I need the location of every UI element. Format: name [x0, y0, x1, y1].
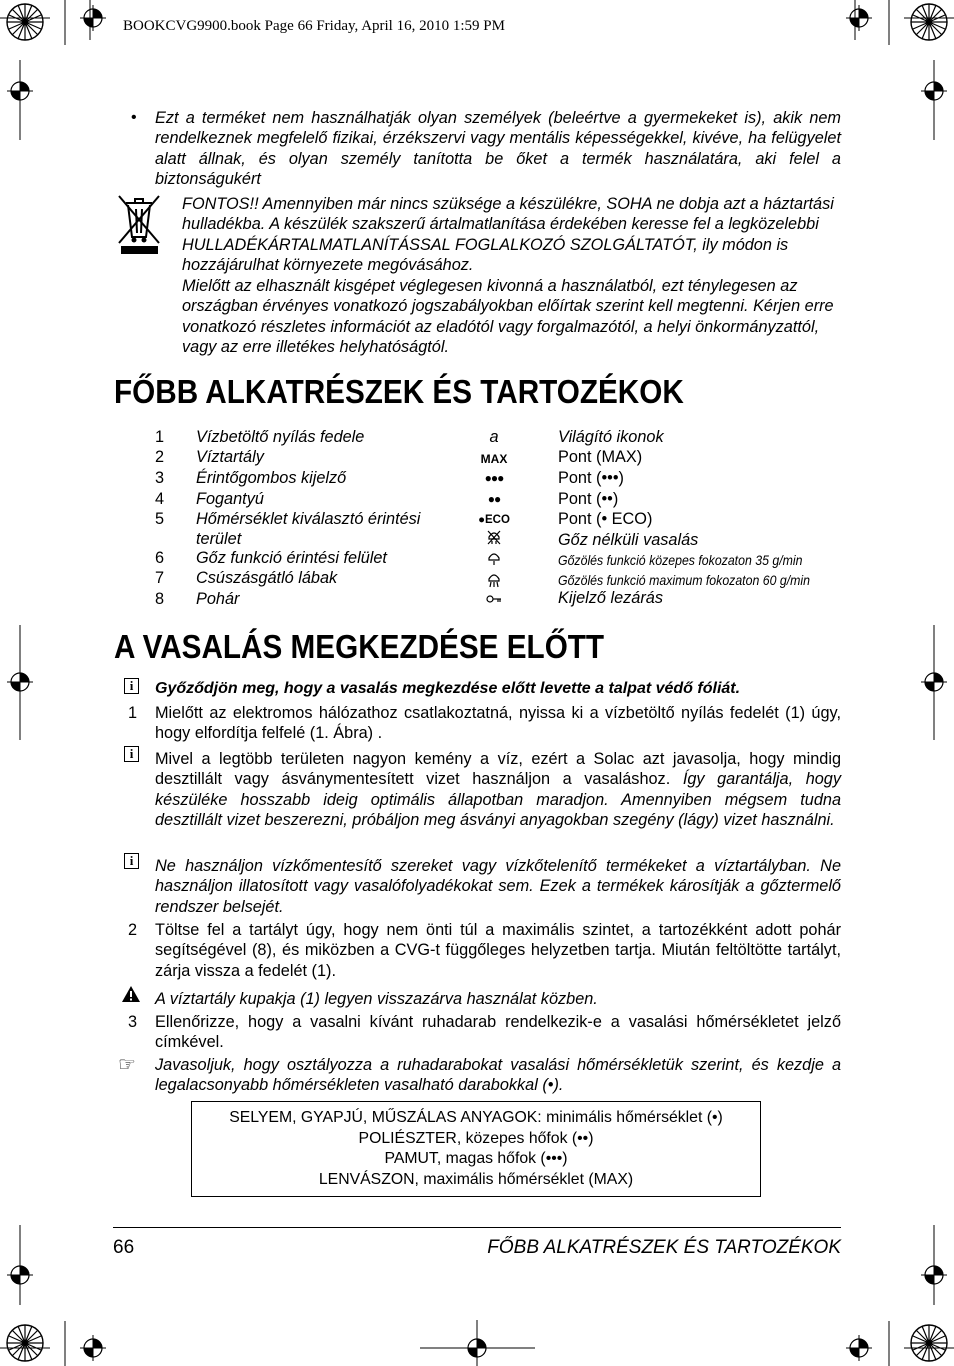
part-label: Csúszásgátló lábak: [196, 569, 338, 587]
legend-label: Kijelző lezárás: [558, 589, 663, 607]
part-label: Víztartály: [196, 448, 264, 466]
info-icon: i: [124, 746, 139, 762]
two-dots-icon: ●●: [487, 492, 501, 506]
legend-label: Pont (•••): [558, 469, 624, 487]
page-number: 66: [113, 1237, 135, 1258]
safety-text: Ezt a terméket nem használhatják olyan személyek (beleértve a gyermekeket is), akik nem rendelkeznek megfelelő fizikai, érzékszervi vagy mentális képességekkel, kivéve, ha felügyelet alatt állnak, és olyan személy tanította be őket a termék használatára, aki felel a biztonságukért: [155, 109, 841, 189]
note-protective-film: Győződjön meg, hogy a vasalás megkezdése előtt levette a talpat védő fóliát.: [155, 680, 741, 697]
max-symbol: MAX: [480, 452, 508, 466]
bullet-marker: •: [131, 109, 137, 126]
info-icon: i: [124, 678, 139, 694]
temperature-row: SELYEM, GYAPJÚ, MŰSZÁLAS ANYAGOK: minimális hőmérséklet (•): [229, 1109, 723, 1126]
part-number: 2: [155, 448, 165, 466]
letter-a-symbol: a: [489, 428, 499, 446]
part-label: Fogantyú: [196, 490, 264, 508]
book-header: BOOKCVG9900.book Page 66 Friday, April 16, 2010 1:59 PM: [123, 18, 505, 34]
footer-section-title: FŐBB ALKATRÉSZEK ÉS TARTOZÉKOK: [487, 1237, 841, 1258]
part-number: 1: [155, 428, 165, 446]
temperature-table: [191, 1101, 761, 1197]
key-lock-icon: [486, 594, 502, 604]
temperature-row: LENVÁSZON, maximális hőmérséklet (MAX): [318, 1170, 634, 1188]
part-number: 7: [155, 569, 165, 587]
legend-label: Pont (• ECO): [558, 510, 653, 528]
info-icon: i: [124, 853, 139, 869]
three-dots-icon: ●●●: [484, 471, 504, 485]
part-label: Pohár: [196, 590, 240, 608]
part-number: 3: [155, 469, 165, 487]
part-label: Gőz funkció érintési felület: [196, 549, 387, 567]
warning-cap-closed: A víztartály kupakja (1) legyen visszazárva használat közben.: [155, 990, 598, 1008]
note-water-recommendation: Mivel a legtöbb területen nagyon kemény a víz, ezért a Solac azt javasolja, hogy mindig desztillált vagy ásványmentesített vizet használjon a vasaláshoz.: [155, 750, 841, 789]
legend-label: Világító ikonok: [558, 428, 664, 446]
no-steam-icon: [486, 528, 502, 545]
disposal-legal-text: Mielőtt az elhasznált kisgépet véglegesen kivonná a használatból, ezt ténylegesen az országban érvényes vonatkozó jogszabályokban előírtak szerint kell megtenni. Kérjen erre vonatkozó részletes információt az eladótól vagy forgalmazótól, a helyi önkormányzattól, vagy az erre illetékes helyhatóságtól.: [182, 277, 834, 357]
note-water-benefit: Így garantálja, hogy készüléke hosszabb ideig optimális állapotban maradjon. Amennyiben mégsem tudna desztillált vizet beszerezni, próbáljon meg ásványi anyagokban szegény (lágy) vizet használni.: [155, 770, 841, 830]
before-section-title: A VASALÁS MEGKEZDÉSE ELŐTT: [114, 628, 605, 665]
legend-label: Gőzölés funkció maximum fokozaton 60 g/min: [558, 572, 810, 588]
note-water-quality: [155, 749, 841, 831]
temperature-row: POLIÉSZTER, közepes hőfok (••): [358, 1129, 594, 1147]
legend-label: Pont (••): [558, 490, 619, 508]
step-check-label: Ellenőrizze, hogy a vasalni kívánt ruhadarab rendelkezik-e a vasalási hőmérsékletet jelző címkével.: [155, 1013, 841, 1052]
step-open-lid: Mielőtt az elektromos hálózathoz csatlakoztatná, nyissa ki a vízbetöltő nyílás fedelét (1) úgy, hogy elfordítja felfelé (1. Ábra) .: [155, 704, 841, 743]
part-label: Érintőgombos kijelző: [196, 469, 347, 487]
legend-label: Pont (MAX): [558, 448, 643, 466]
part-number: 5: [155, 510, 165, 528]
steam-max-icon: [486, 570, 502, 588]
steam-medium-icon: [486, 549, 502, 566]
part-label: Hőmérséklet kiválasztó érintési terület: [196, 510, 421, 548]
tip-sort-garments: Javasoljuk, hogy osztályozza a ruhadarabokat vasalási hőmérsékletük szerint, és kezdje a legalacsonyabb hőmérsékleten vasalható darabokkal (•).: [155, 1056, 841, 1095]
step-number: 3: [128, 1013, 138, 1031]
footer-rule: [113, 1227, 841, 1228]
crossed-bin-icon: [116, 193, 162, 257]
step-fill-tank: Töltse fel a tartályt úgy, hogy nem önti túl a maximális szintet, a tartozékként adott pohár segítségével (8), és miközben a CVG-t függőleges helyzetben tartja. Miután feltöltötte tartályt, zárja vissza a fedelét (1).: [155, 921, 841, 980]
step-number: 2: [128, 921, 138, 939]
disposal-text: FONTOS!! Amennyiben már nincs szüksége a készülékre, SOHA ne dobja azt a háztartási hulladékba. A készülék szakszerű ártalmatlanítása érdekében keresse fel a legközelebbi HULLADÉKÁRTALMATLANÍTÁSSAL FOGLALKOZÓ SZOLGÁLTATÓT, ily módon is hozzájárulhat környezete megóvásához.: [182, 195, 834, 275]
temperature-row: PAMUT, magas hőfok (•••): [384, 1150, 568, 1168]
step-number: 1: [128, 704, 138, 722]
part-number: 4: [155, 490, 165, 508]
pointing-hand-icon: ☞: [118, 1054, 136, 1076]
eco-dot-icon: ●ECO: [478, 514, 510, 526]
part-number: 8: [155, 590, 165, 608]
part-number: 6: [155, 549, 165, 567]
parts-section-title: FŐBB ALKATRÉSZEK ÉS TARTOZÉKOK: [114, 373, 684, 410]
part-label: Vízbetöltő nyílás fedele: [196, 428, 365, 446]
legend-label: Gőz nélküli vasalás: [558, 531, 699, 549]
note-no-descaler: Ne használjon vízkőmentesítő szereket vagy vízkőtelenítő termékeket a víztartályban. Ne használjon illatosított vagy vasalófolyadékokat sem. Ezek a termékek károsítják a gőztermelő rendszer belsejét.: [155, 857, 841, 916]
warning-icon: [121, 985, 141, 1003]
legend-label: Gőzölés funkció közepes fokozaton 35 g/min: [558, 552, 803, 568]
